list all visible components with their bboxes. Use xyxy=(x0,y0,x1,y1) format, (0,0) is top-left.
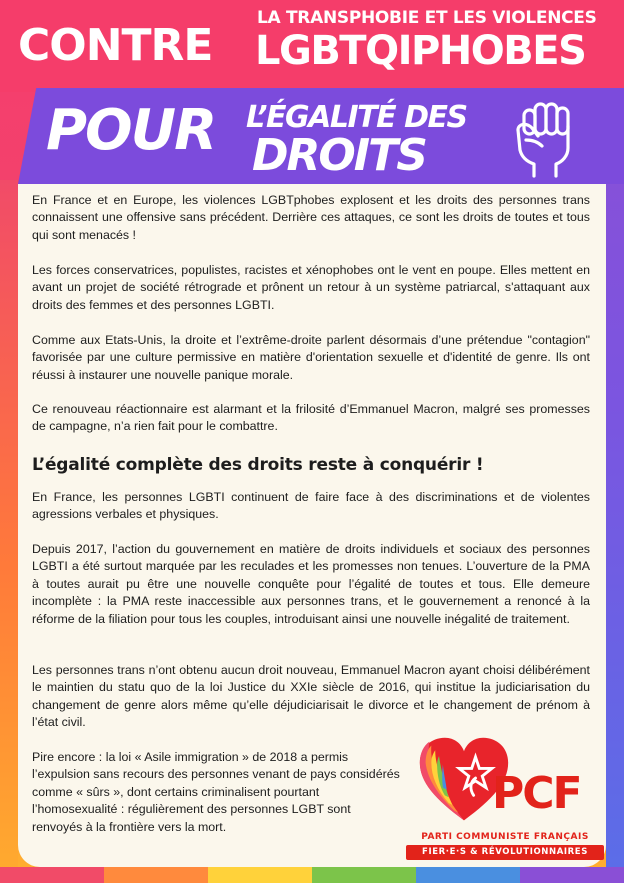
paragraph-5: En France, les personnes LGBTI continuent de faire face à des discriminations et de violentes agressions verbales et physiques. xyxy=(32,490,590,522)
rainbow-segment-red xyxy=(0,867,104,883)
raised-fist-icon xyxy=(504,96,584,178)
logo-tagline: FIER·E·S & RÉVOLUTIONNAIRES xyxy=(406,845,604,860)
paragraph-8: Pire encore : la loi « Asile immigration » de 2018 a permis l’expulsion sans recours des personnes venant de pays considérés comme « sûrs », dont certains criminalisent pourtant l’homosexualité : régulièrement des personnes LGBT sont renvoyés à la frontière vers la mort. xyxy=(32,750,400,834)
paragraph-1: En France et en Europe, les violences LGBTphobes explosent et les droits des personnes trans connaissent une offensive sans précédent. Derrière ces attaques, ce sont les droits de toutes et tous qui sont menacés ! xyxy=(32,193,590,242)
left-color-stripe xyxy=(0,180,18,883)
contre-line-2: LGBTQIPHOBES xyxy=(255,28,586,74)
logo-acronym: PCF xyxy=(492,768,581,819)
rainbow-segment-blue xyxy=(416,867,520,883)
rainbow-segment-orange xyxy=(104,867,208,883)
pour-line-2: DROITS xyxy=(252,130,426,181)
paragraph-4: Ce renouveau réactionnaire est alarmant et la frilosité d’Emmanuel Macron, malgré ses promesses de campagne, n’a rien fait pour le combattre. xyxy=(32,402,590,434)
pour-line-1: L’ÉGALITÉ DES xyxy=(246,100,467,135)
pcf-logo xyxy=(400,732,610,862)
contre-word: CONTRE xyxy=(18,20,213,71)
rainbow-segment-purple xyxy=(520,867,624,883)
paragraph-2: Les forces conservatrices, populistes, racistes et xénophobes ont le vent en poupe. Elles mettent en avant un projet de société rétrograde et prônent un retour à un système patriarcal, s'attaquant aux droits des femmes et des personnes LGBTI. xyxy=(32,263,590,312)
contre-line-1: LA TRANSPHOBIE ET LES VIOLENCES xyxy=(257,8,597,28)
pour-word: POUR xyxy=(46,98,216,163)
content-panel xyxy=(18,184,606,867)
paragraph-7: Les personnes trans n’ont obtenu aucun droit nouveau, Emmanuel Macron ayant choisi délibérément le maintien du statu quo de la loi Justice du XXIe siècle de 2016, qui institue la judiciarisation du changement de genre alors même qu’elle déjudiciarisait le divorce et le changement de prénom à l’état civil. xyxy=(32,663,590,730)
rainbow-segment-yellow xyxy=(208,867,312,883)
section-title: L’égalité complète des droits reste à conquérir ! xyxy=(32,455,484,475)
paragraph-3: Comme aux Etats-Unis, la droite et l’extrême-droite parlent désormais d’une prétendue "contagion" favorisée par une culture permissive en matière d'orientation sexuelle et d'identité de genre. Ils ont réussi à instaurer une nouvelle panique morale. xyxy=(32,333,590,382)
rainbow-segment-green xyxy=(312,867,416,883)
logo-party-name: PARTI COMMUNISTE FRANÇAIS xyxy=(421,832,589,842)
paragraph-6: Depuis 2017, l’action du gouvernement en matière de droits individuels et sociaux des personnes LGBTI a été surtout marquée par les reculades et les promesses non tenues. L’ouverture de la PMA à toutes aurait pu être une nouvelle conquête pour l’égalité de toutes et tous. Elle demeure incomplète : la PMA reste inaccessible aux personnes trans, et le gouvernement a renoncé à la réforme de la filiation pour tous les couples, introduisant ainsi une nouvelle inégalité de traitement. xyxy=(32,542,590,626)
rainbow-footer-bar xyxy=(0,867,624,883)
